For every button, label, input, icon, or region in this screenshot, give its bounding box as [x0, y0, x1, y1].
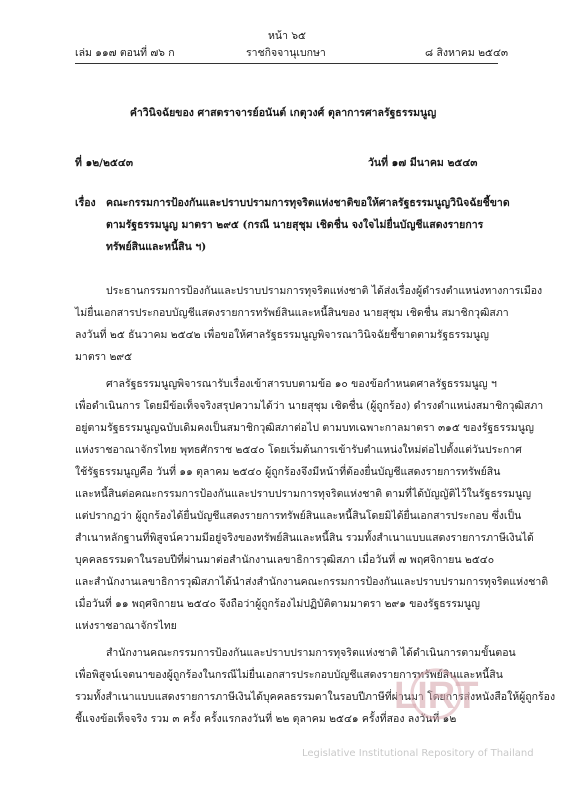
case-date: วันที่ ๑๗ มีนาคม ๒๕๔๓ — [368, 157, 478, 169]
paragraph-line: ชี้แจงข้อเท็จจริง รวม ๓ ครั้ง ครั้งแรกลงวันที่ ๒๒ ตุลาคม ๒๕๔๑ ครั้งที่สอง ลงวันที่ ๑๒ — [75, 713, 457, 725]
paragraph-line: ไม่ยื่นเอกสารประกอบบัญชีแสดงรายการทรัพย์สินและหนี้สินของ นายสุชุม เชิดชื่น สมาชิกวุฒิสภา — [75, 307, 509, 319]
lirt-logo-text: LIRT — [394, 675, 479, 717]
paragraph-line: แต่ปรากฏว่า ผู้ถูกร้องได้ยื่นบัญชีแสดงรายการทรัพย์สินและหนี้สินโดยมิได้ยื่นเอกสารประกอบ ซึ่งเป็น — [75, 510, 522, 522]
paragraph-line: และสำนักงานเลขาธิการวุฒิสภาได้นำส่งสำนักงานคณะกรรมการป้องกันและปราบปรามการทุจริตแห่งชาติ — [75, 576, 549, 588]
paragraph-line: ใช้รัฐธรรมนูญคือ วันที่ ๑๑ ตุลาคม ๒๕๔๐ ผู้ถูกร้องจึงมีหน้าที่ต้องยื่นบัญชีแสดงรายการทรัพย์สิน — [75, 466, 501, 478]
paragraph-line: รวมทั้งสำเนาแบบแสดงรายการภาษีเงินได้บุคคลธรรมดาในรอบปีภาษีที่ผ่านมา โดยการส่งหนังสือให้ผู้ถูกร้อง — [75, 691, 556, 703]
page-number: หน้า ๖๕ — [268, 30, 306, 42]
paragraph-line: บุคคลธรรมดาในรอบปีที่ผ่านมาต่อสำนักงานเลขาธิการวุฒิสภา เมื่อวันที่ ๗ พฤศจิกายน ๒๕๔๐ — [75, 554, 495, 566]
paragraph-line: อยู่ตามรัฐธรรมนูญฉบับเดิมคงเป็นสมาชิกวุฒิสภาต่อไป ตามบทเฉพาะกาลมาตรา ๓๑๕ ของรัฐธรรมนูญ — [75, 422, 534, 434]
repository-caption: Legislative Institutional Repository of Thailand — [302, 748, 534, 759]
paragraph-line: มาตรา ๒๙๕ — [75, 351, 133, 363]
subject-label: เรื่อง — [75, 197, 96, 209]
case-number: ที่ ๑๒/๒๕๔๓ — [75, 157, 133, 169]
paragraph-line: เพื่อดำเนินการ โดยมีข้อเท็จจริงสรุปความได้ว่า นายสุชุม เชิดชื่น (ผู้ถูกร้อง) ดำรงตำแหน่งสมาชิกวุฒิสภา — [75, 400, 544, 412]
paragraph-line: และหนี้สินต่อคณะกรรมการป้องกันและปราบปรามการทุจริตแห่งชาติ ตามที่ได้บัญญัติไว้ในรัฐธรรมนูญ — [75, 488, 532, 500]
gazette-name: ราชกิจจานุเบกษา — [246, 47, 326, 59]
header-rule — [75, 63, 498, 64]
subject-line: คณะกรรมการป้องกันและปราบปรามการทุจริตแห่งชาติขอให้ศาลรัฐธรรมนูญวินิจฉัยชี้ขาด — [106, 197, 510, 209]
subject-line: ทรัพย์สินและหนี้สิน ฯ) — [106, 241, 207, 253]
paragraph-line: แห่งราชอาณาจักรไทย — [75, 620, 177, 632]
document-title: คำวินิจฉัยของ ศาสตราจารย์อนันต์ เกตุวงศ์ ตุลาการศาลรัฐธรรมนูญ — [129, 107, 437, 119]
lirt-logo-icon — [386, 660, 516, 732]
paragraph-line: สำเนาหลักฐานที่พิสูจน์ความมีอยู่จริงของทรัพย์สินและหนี้สิน รวมทั้งสำเนาแบบแสดงรายการภาษีเงินได้ — [75, 532, 534, 544]
paragraph-line: สำนักงานคณะกรรมการป้องกันและปราบปรามการทุจริตแห่งชาติ ได้ดำเนินการตามขั้นตอน — [106, 647, 516, 659]
volume-issue: เล่ม ๑๑๗ ตอนที่ ๗๖ ก — [75, 47, 175, 59]
paragraph-line: เพื่อพิสูจน์เจตนาของผู้ถูกร้องในกรณีไม่ยื่นเอกสารประกอบบัญชีแสดงรายการทรัพย์สินและหนี้สิน — [75, 669, 503, 681]
subject-line: ตามรัฐธรรมนูญ มาตรา ๒๙๕ (กรณี นายสุชุม เชิดชื่น จงใจไม่ยื่นบัญชีแสดงรายการ — [106, 219, 484, 231]
paragraph-line: ศาลรัฐธรรมนูญพิจารณารับเรื่องเข้าสารบบตามข้อ ๑๐ ของข้อกำหนดศาลรัฐธรรมนูญ ฯ — [106, 378, 497, 390]
paragraph-line: ลงวันที่ ๒๕ ธันวาคม ๒๕๔๒ เพื่อขอให้ศาลรัฐธรรมนูญพิจารณาวินิจฉัยชี้ขาดตามรัฐธรรมนูญ — [75, 329, 489, 341]
paragraph-line: ประธานกรรมการป้องกันและปราบปรามการทุจริตแห่งชาติ ได้ส่งเรื่องผู้ดำรงตำแหน่งทางการเมือง — [106, 285, 543, 297]
paragraph-line: แห่งราชอาณาจักรไทย พุทธศักราช ๒๕๔๐ โดยเริ่มต้นการเข้ารับตำแหน่งใหม่ต่อไปตั้งแต่วันประกาศ — [75, 444, 522, 456]
paragraph-line: เมื่อวันที่ ๑๑ พฤศจิกายน ๒๕๔๐ จึงถือว่าผู้ถูกร้องไม่ปฏิบัติตามมาตรา ๒๙๑ ของรัฐธรรมนูญ — [75, 598, 481, 610]
gazette-date: ๘ สิงหาคม ๒๕๔๓ — [425, 47, 509, 59]
